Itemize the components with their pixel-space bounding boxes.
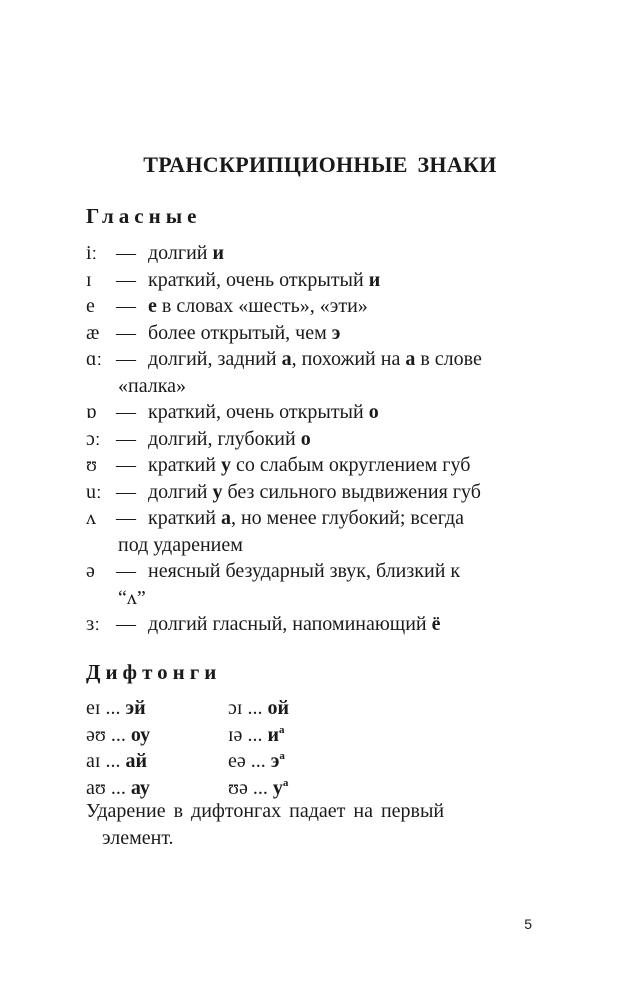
diphthong-right: ɪə ... $и^а$ xyxy=(228,723,285,746)
vowel-description-continued: «палка» xyxy=(118,374,187,397)
ipa-symbol: uː xyxy=(86,480,102,503)
russian-letter: а xyxy=(281,348,292,370)
ipa-symbol: ɒ xyxy=(86,401,97,423)
dash: — xyxy=(116,427,136,450)
note-line-1: Ударение в дифтонгах падает на первый xyxy=(86,800,445,822)
diphthongs-table xyxy=(86,695,536,801)
vowel-row xyxy=(86,426,536,453)
russian-letter: у xyxy=(220,454,231,476)
note-line-2: элемент. xyxy=(102,826,174,849)
diphthong-left: aʊ ... ау xyxy=(86,776,150,799)
dash: — xyxy=(116,242,136,264)
vowel-description: долгий гласный, напоминающий ё xyxy=(148,613,441,635)
ipa-symbol: ə xyxy=(86,560,95,582)
diphthong-left: əʊ ... оу xyxy=(86,723,151,746)
dash: — xyxy=(116,321,136,344)
vowel-row xyxy=(86,267,536,294)
dash: — xyxy=(116,401,136,423)
vowel-row xyxy=(86,346,536,399)
russian-letter: у xyxy=(212,480,223,503)
vowel-description: долгий, задний а, похожий на а в слове xyxy=(148,348,482,370)
ipa-symbol: ʌ xyxy=(86,507,96,529)
ipa-symbol: ɜː xyxy=(86,613,100,635)
dash: — xyxy=(116,613,136,635)
page-number: 5 xyxy=(524,916,532,932)
vowels-list xyxy=(86,240,536,638)
vowel-row xyxy=(86,611,536,638)
diphthong-right: ʊə ... $у^а$ xyxy=(228,776,289,799)
ipa-symbol: ʊ xyxy=(86,454,97,476)
vowel-description: долгий у без сильного выдвижения губ xyxy=(148,480,481,503)
vowel-description: краткий а, но менее глубокий; всегда xyxy=(148,507,464,529)
diphthong-row xyxy=(86,695,536,722)
russian-letter: э xyxy=(331,321,341,344)
vowel-row xyxy=(86,240,536,267)
russian-letter: и xyxy=(368,268,381,291)
vowel-description: долгий, глубокий о xyxy=(148,427,311,450)
russian-letter: а xyxy=(220,507,231,529)
ipa-symbol: æ xyxy=(86,321,100,344)
vowel-row xyxy=(86,558,536,611)
dash: — xyxy=(116,348,136,370)
ipa-symbol: ɪ xyxy=(86,268,92,291)
vowel-row xyxy=(86,505,536,558)
diphthong-left: eɪ ... эй xyxy=(86,697,146,719)
russian-letter: е xyxy=(148,295,157,317)
ipa-symbol: iː xyxy=(86,242,98,264)
ipa-symbol: ɑː xyxy=(86,348,103,370)
dash: — xyxy=(116,507,136,529)
vowel-description: более открытый, чем э xyxy=(148,321,341,344)
diphthong-left: aɪ ... ай xyxy=(86,750,147,772)
vowel-description: краткий у со слабым округлением губ xyxy=(148,454,471,476)
dash: — xyxy=(116,454,136,476)
russian-letter: ё xyxy=(431,613,441,635)
russian-letter: о xyxy=(368,401,379,423)
diphthong-right: eə ... $э^а$ xyxy=(228,750,285,772)
stress-note xyxy=(86,798,526,851)
vowel-description-continued: “ʌ” xyxy=(118,586,146,609)
diphthong-right: ɔɪ ... ой xyxy=(228,697,289,719)
vowel-description: неясный безударный звук, близкий к xyxy=(148,560,461,582)
diphthongs-heading: Дифтонги xyxy=(86,660,222,684)
vowels-heading: Гласные xyxy=(86,204,202,228)
vowel-row xyxy=(86,452,536,479)
dash: — xyxy=(116,560,136,582)
vowel-description: краткий, очень открытый и xyxy=(148,268,381,291)
dash: — xyxy=(116,268,136,291)
ipa-symbol: e xyxy=(86,295,95,317)
dash: — xyxy=(116,295,136,317)
vowel-row xyxy=(86,293,536,320)
russian-letter: и xyxy=(212,242,225,264)
dash: — xyxy=(116,480,136,503)
russian-letter: о xyxy=(300,427,311,450)
vowel-row xyxy=(86,479,536,506)
vowel-row xyxy=(86,320,536,347)
diphthong-row xyxy=(86,722,536,749)
vowel-row xyxy=(86,399,536,426)
russian-letter: а xyxy=(405,348,416,370)
diphthong-row xyxy=(86,748,536,775)
vowel-description: краткий, очень открытый о xyxy=(148,401,379,423)
page-title: ТРАНСКРИПЦИОННЫЕ ЗНАКИ xyxy=(143,152,497,177)
ipa-symbol: ɔː xyxy=(86,427,101,450)
vowel-description: е в словах «шесть», «эти» xyxy=(148,295,368,317)
vowel-description: долгий и xyxy=(148,242,225,264)
vowel-description-continued: под ударением xyxy=(118,533,243,556)
